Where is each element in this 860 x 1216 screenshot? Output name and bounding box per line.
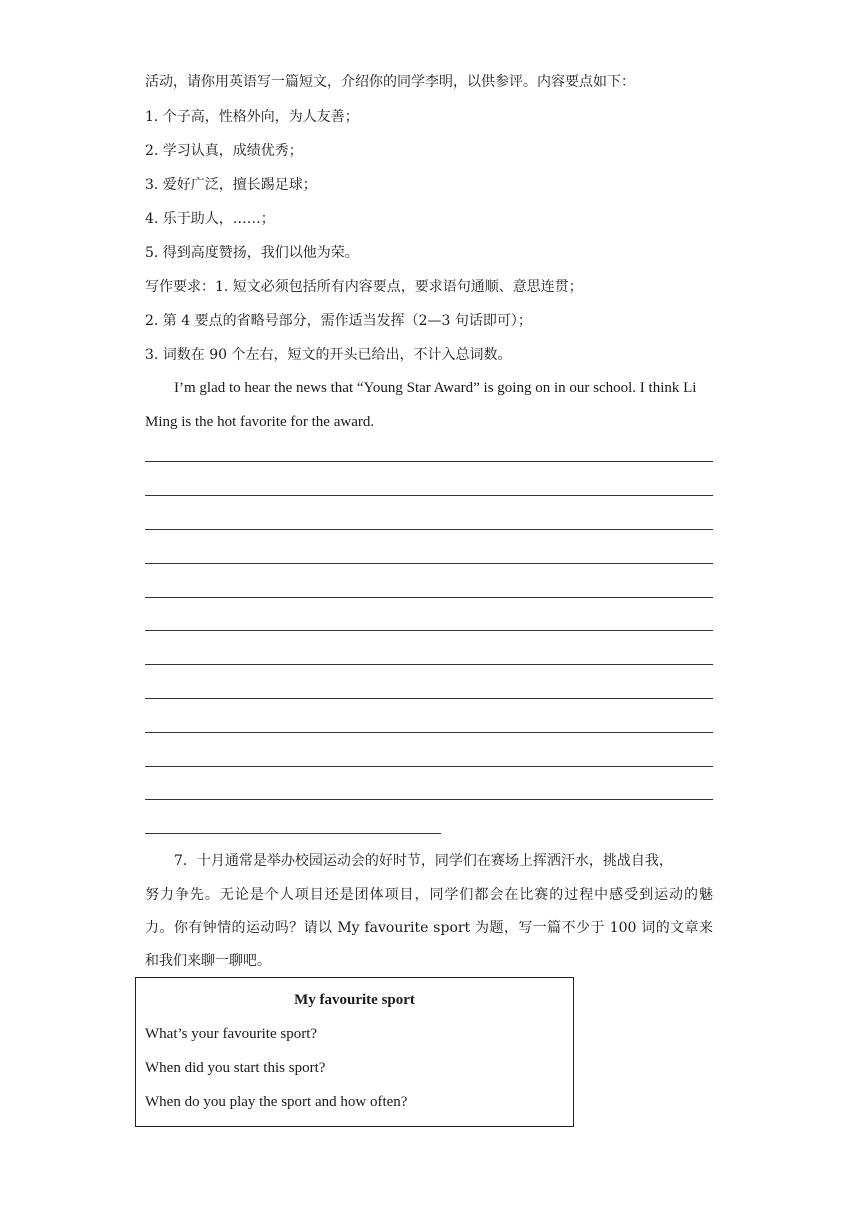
box-question-2: When did you start this sport? xyxy=(145,1060,326,1076)
question7-line-4: 和我们来聊一聊吧。 xyxy=(145,953,271,969)
writing-line[interactable] xyxy=(145,698,713,699)
writing-line[interactable] xyxy=(145,833,441,834)
question7-line-2: 努力争先。无论是个人项目还是团体项目，同学们都会在比赛的过程中感受到运动的魅 xyxy=(145,887,713,903)
requirement-3: 3. 词数在 90 个左右，短文的开头已给出，不计入总词数。 xyxy=(145,347,512,363)
requirement-2: 2. 第 4 要点的省略号部分，需作适当发挥（2—3 句话即可）； xyxy=(145,313,532,329)
point-2: 2. 学习认真，成绩优秀； xyxy=(145,143,303,159)
box-question-1: What’s your favourite sport? xyxy=(145,1026,318,1042)
box-question-3: When do you play the sport and how often? xyxy=(145,1094,408,1110)
writing-line[interactable] xyxy=(145,495,713,496)
writing-line[interactable] xyxy=(145,563,713,564)
writing-line[interactable] xyxy=(145,799,713,800)
opening-line-2: Ming is the hot favorite for the award. xyxy=(145,414,375,430)
point-1: 1. 个子高，性格外向，为人友善； xyxy=(145,109,359,125)
intro-line: 活动，请你用英语写一篇短文，介绍你的同学李明，以供参评。内容要点如下： xyxy=(145,74,635,90)
question7-line-3: 力。你有钟情的运动吗？请以 My favourite sport 为题，写一篇不少于 100 词的文章来 xyxy=(145,920,713,936)
point-4: 4. 乐于助人，……； xyxy=(145,211,275,227)
writing-line[interactable] xyxy=(145,461,713,462)
writing-line[interactable] xyxy=(145,664,713,665)
point-3: 3. 爱好广泛，擅长踢足球； xyxy=(145,177,317,193)
writing-line[interactable] xyxy=(145,766,713,767)
requirement-1: 写作要求：1. 短文必须包括所有内容要点，要求语句通顺、意思连贯； xyxy=(145,279,583,295)
writing-line[interactable] xyxy=(145,630,713,631)
box-title: My favourite sport xyxy=(294,992,415,1008)
point-5: 5. 得到高度赞扬，我们以他为荣。 xyxy=(145,245,359,261)
question7-line-1: 7．十月通常是举办校园运动会的好时节，同学们在赛场上挥洒汗水，挑战自我， xyxy=(174,853,673,869)
writing-line[interactable] xyxy=(145,529,713,530)
writing-line[interactable] xyxy=(145,732,713,733)
writing-line[interactable] xyxy=(145,597,713,598)
opening-line-1: I’m glad to hear the news that “Young Star Award” is going on in our school. I think Li xyxy=(174,380,697,396)
prompt-box xyxy=(135,977,574,1127)
